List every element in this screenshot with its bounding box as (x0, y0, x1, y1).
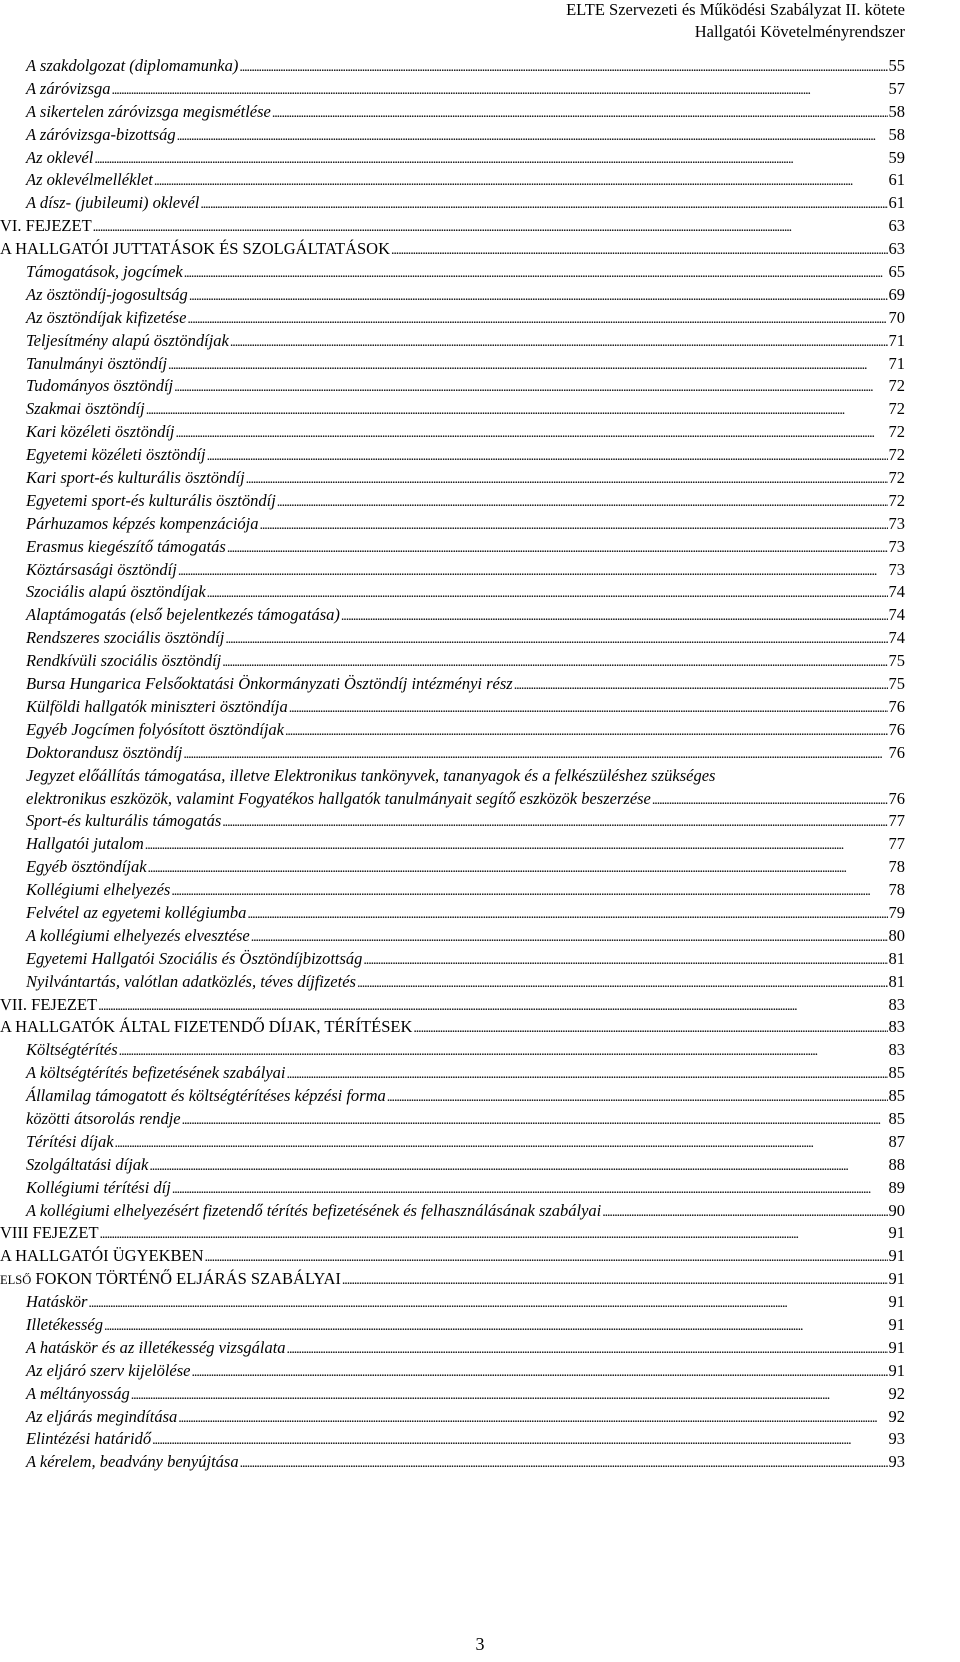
toc-page-number: 93 (888, 1429, 905, 1449)
toc-entry-title: Államilag támogatott és költségtérítéses képzési forma (26, 1086, 386, 1106)
toc-entry-title: Egyetemi Hallgatói Szociális és Ösztöndíjbizottság (26, 948, 363, 968)
toc-entry-title: Egyéb Jogcímen folyósított ösztöndíjak (26, 719, 284, 739)
toc-page-number: 71 (888, 353, 905, 373)
toc-page-number: 72 (888, 468, 905, 488)
toc-dot-leader (183, 742, 887, 767)
toc-entry-title: Erasmus kiegészítő támogatás (26, 536, 226, 556)
toc-page-number: 72 (888, 422, 905, 442)
toc-dot-leader (222, 810, 887, 835)
toc-page-number: 61 (888, 193, 905, 213)
toc-page-number: 93 (888, 1452, 905, 1472)
toc-section-entry[interactable] (0, 948, 905, 971)
toc-entry-title: Kari sport-és kulturális ösztöndíj (26, 468, 245, 488)
toc-entry-title: Az oklevél (26, 147, 94, 167)
toc-section-entry[interactable] (0, 1314, 905, 1337)
toc-section-entry[interactable] (0, 330, 905, 353)
toc-page-number: 92 (888, 1406, 905, 1426)
toc-page-number: 77 (888, 834, 905, 854)
toc-dot-leader (88, 1291, 887, 1316)
toc-dot-leader (182, 1108, 888, 1133)
toc-section-entry[interactable] (0, 513, 905, 536)
toc-page-number: 76 (888, 742, 905, 762)
toc-page-number: 72 (888, 399, 905, 419)
toc-section-entry[interactable] (0, 261, 905, 284)
toc-section-entry[interactable] (0, 1177, 905, 1200)
toc-page-number: 74 (888, 605, 905, 625)
toc-dot-leader (363, 948, 887, 973)
toc-entry-title: Térítési díjak (26, 1131, 114, 1151)
toc-entry-title: Egyéb ösztöndíjak (26, 857, 147, 877)
toc-entry-title: Szociális alapú ösztöndíjak (26, 582, 206, 602)
toc-chapter-entry[interactable] (0, 238, 905, 261)
toc-entry-title: A HALLGATÓK ÁLTAL FIZETENDŐ DÍJAK, TÉRÍTÉSEK (0, 1017, 413, 1037)
page-number: 3 (475, 1634, 485, 1654)
toc-entry-title: Felvétel az egyetemi kollégiumba (26, 902, 247, 922)
toc-dot-leader (287, 1337, 888, 1362)
toc-page-number: 63 (888, 216, 905, 236)
toc-page-number: 63 (888, 239, 905, 259)
toc-page-number: 90 (888, 1200, 905, 1220)
toc-dot-leader (112, 78, 888, 103)
toc-dot-leader (98, 994, 887, 1019)
toc-page-number: 83 (888, 1017, 905, 1037)
toc-section-entry[interactable] (0, 673, 905, 696)
toc-dot-leader (227, 536, 888, 561)
toc-entry-title (0, 1268, 341, 1292)
toc-entry-title: A HALLGATÓI JUTTATÁSOK ÉS SZOLGÁLTATÁSOK (0, 239, 390, 259)
toc-entry-wrapped-line: Jegyzet előállítás támogatása, illetve Elektronikus tankönyvek, tananyagok és a felkészüléshez szükséges (26, 765, 716, 785)
toc-entry-title: Illetékesség (26, 1314, 103, 1334)
toc-page-number: 83 (888, 1040, 905, 1060)
toc-dot-leader (272, 101, 888, 126)
toc-dot-leader (240, 1451, 888, 1476)
toc-entry-title: Az ösztöndíjak kifizetése (26, 307, 187, 327)
toc-page-number: 80 (888, 925, 905, 945)
toc-entry-title: A szakdolgozat (diplomamunka) (26, 56, 239, 75)
toc-chapter-entry[interactable] (0, 1222, 905, 1245)
toc-dot-leader (204, 1245, 887, 1270)
toc-dot-leader (260, 513, 888, 538)
toc-page-number: 73 (888, 513, 905, 533)
toc-entry-title: Hallgatói jutalom (26, 834, 144, 854)
toc-entry-title: A HALLGATÓI ÜGYEKBEN (0, 1246, 204, 1266)
toc-page-number: 81 (888, 971, 905, 991)
toc-section-entry[interactable] (0, 1451, 905, 1474)
toc-entry-title: A kollégiumi elhelyezés elvesztése (26, 925, 250, 945)
toc-page-number: 79 (888, 902, 905, 922)
toc-dot-leader (387, 1085, 888, 1110)
toc-dot-leader (225, 627, 887, 652)
toc-page-number: 59 (888, 147, 905, 167)
toc-page-number: 81 (888, 948, 905, 968)
toc-section-entry[interactable] (0, 1062, 905, 1085)
toc-section-entry[interactable] (0, 78, 905, 101)
toc-section-entry[interactable] (0, 1383, 905, 1406)
toc-entry-title: Az oklevélmelléklet (26, 170, 153, 190)
toc-dot-leader (149, 1154, 887, 1179)
toc-section-entry[interactable] (0, 650, 905, 673)
toc-entry-title: Alaptámogatás (első bejelentkezés támogatása) (26, 605, 340, 625)
toc-section-entry[interactable] (0, 124, 905, 147)
toc-dot-leader (277, 490, 888, 515)
toc-dot-leader (200, 192, 887, 217)
toc-entry-title: Külföldi hallgatók miniszteri ösztöndíja (26, 696, 288, 716)
toc-dot-leader (342, 1268, 888, 1293)
toc-page-number: 76 (888, 788, 905, 808)
toc-dot-leader (285, 719, 888, 744)
toc-dot-leader (172, 1177, 888, 1202)
toc-page-number: 72 (888, 376, 905, 396)
toc-section-entry[interactable] (0, 490, 905, 513)
toc-section-entry[interactable] (0, 536, 905, 559)
toc-dot-leader (239, 55, 887, 80)
toc-dot-leader (247, 902, 887, 927)
toc-section-entry[interactable] (0, 925, 905, 948)
toc-section-entry[interactable] (0, 147, 905, 170)
toc-section-entry[interactable] (0, 696, 905, 719)
toc-dot-leader (602, 1200, 887, 1225)
toc-entry-title: Szolgáltatási díjak (26, 1154, 149, 1174)
toc-section-entry[interactable] (0, 604, 905, 627)
toc-chapter-entry[interactable] (0, 994, 905, 1017)
toc-page-number: 92 (888, 1383, 905, 1403)
toc-page-number: 74 (888, 582, 905, 602)
toc-section-entry[interactable] (0, 169, 905, 192)
toc-section-entry[interactable] (0, 559, 905, 582)
toc-entry-title: Egyetemi közéleti ösztöndíj (26, 445, 206, 465)
toc-dot-leader (168, 353, 887, 378)
toc-dot-leader (341, 604, 888, 629)
toc-section-entry[interactable] (0, 1428, 905, 1451)
toc-entry-title: elektronikus eszközök, valamint Fogyatékos hallgatók tanulmányait segítő eszközök beszerzése (26, 788, 651, 808)
toc-dot-leader (413, 1016, 887, 1041)
toc-entry-title: A kollégiumi elhelyezésért fizetendő térítés befizetésének és felhasználásának szabályai (26, 1200, 602, 1220)
toc-entry-title: Bursa Hungarica Felsőoktatási Önkormányzati Ösztöndíj intézményi rész (26, 674, 513, 694)
toc-section-entry[interactable] (0, 467, 905, 490)
toc-section-entry[interactable] (0, 719, 905, 742)
toc-dot-leader (93, 215, 888, 240)
toc-dot-leader (178, 1406, 887, 1431)
toc-entry-title: A kérelem, beadvány benyújtása (26, 1452, 239, 1472)
toc-section-entry[interactable] (0, 1360, 905, 1383)
toc-dot-leader (154, 169, 888, 194)
toc-dot-leader (145, 833, 888, 858)
toc-page-number: 58 (888, 124, 905, 144)
toc-page-number: 61 (888, 170, 905, 190)
toc-entry-title: Elintézési határidő (26, 1429, 152, 1449)
toc-section-entry[interactable] (0, 627, 905, 650)
toc-dot-leader (192, 1360, 888, 1385)
toc-section-entry[interactable] (0, 1406, 905, 1429)
toc-entry-title: A költségtérítés befizetésének szabályai (26, 1063, 286, 1083)
toc-section-entry[interactable] (0, 1200, 905, 1223)
table-of-contents (0, 55, 905, 1474)
toc-entry-title: Sport-és kulturális támogatás (26, 811, 222, 831)
toc-dot-leader (115, 1131, 888, 1156)
toc-dot-leader (146, 398, 888, 423)
toc-page-number: 78 (888, 857, 905, 877)
toc-dot-leader (148, 856, 888, 881)
header-line-1: ELTE Szervezeti és Működési Szabályzat II. kötete (566, 0, 905, 19)
toc-entry-title: közötti átsorolás rendje (26, 1108, 181, 1128)
toc-entry-title: Köztársasági ösztöndíj (26, 559, 177, 579)
toc-dot-leader (187, 307, 887, 332)
toc-entry-title: Az eljáró szerv kijelölése (26, 1360, 191, 1380)
toc-entry-title: A hatáskör és az illetékesség vizsgálata (26, 1337, 286, 1357)
toc-section-entry[interactable] (0, 101, 905, 124)
toc-section-entry[interactable] (0, 192, 905, 215)
toc-section-entry[interactable] (0, 1291, 905, 1314)
toc-page-number: 76 (888, 719, 905, 739)
toc-section-entry[interactable] (0, 971, 905, 994)
toc-section-entry[interactable] (0, 1154, 905, 1177)
toc-page-number: 74 (888, 628, 905, 648)
toc-dot-leader (251, 925, 888, 950)
toc-section-entry[interactable] (0, 1337, 905, 1360)
toc-dot-leader (131, 1383, 888, 1408)
toc-dot-leader (174, 375, 887, 400)
toc-entry-title: Az eljárás megindítása (26, 1406, 178, 1426)
toc-section-entry[interactable] (0, 307, 905, 330)
toc-page-number: 72 (888, 445, 905, 465)
toc-dot-leader (287, 1062, 888, 1087)
toc-page-number: 87 (888, 1131, 905, 1151)
toc-page-number: 91 (888, 1337, 905, 1357)
toc-entry-title: Teljesítmény alapú ösztöndíjak (26, 330, 229, 350)
toc-dot-leader (514, 673, 888, 698)
toc-dot-leader (119, 1039, 888, 1064)
toc-chapter-entry[interactable] (0, 1268, 905, 1291)
toc-section-entry[interactable] (0, 581, 905, 604)
toc-section-entry[interactable] (0, 856, 905, 879)
toc-page-number: 78 (888, 880, 905, 900)
toc-entry-title: Rendszeres szociális ösztöndíj (26, 628, 225, 648)
toc-entry-title: Doktorandusz ösztöndíj (26, 742, 183, 762)
toc-chapter-entry[interactable] (0, 1245, 905, 1268)
toc-entry-title: VII. FEJEZET (0, 994, 98, 1014)
toc-page-number: 70 (888, 307, 905, 327)
toc-section-entry[interactable] (0, 742, 905, 765)
toc-dot-leader (189, 284, 888, 309)
toc-entry-title: Rendkívüli szociális ösztöndíj (26, 651, 222, 671)
toc-page-number: 75 (888, 651, 905, 671)
toc-entry-title: VI. FEJEZET (0, 216, 92, 236)
toc-dot-leader (207, 444, 888, 469)
toc-entry-title: Kari közéleti ösztöndíj (26, 422, 175, 442)
toc-page-number: 57 (888, 78, 905, 98)
toc-dot-leader (104, 1314, 888, 1339)
toc-page-number: 91 (888, 1292, 905, 1312)
toc-dot-leader (222, 650, 887, 675)
running-header (566, 0, 905, 43)
toc-entry-title: Egyetemi sport-és kulturális ösztöndíj (26, 490, 276, 510)
toc-section-entry[interactable] (0, 902, 905, 925)
toc-page-number: 76 (888, 696, 905, 716)
toc-entry-title: Kollégiumi térítési díj (26, 1177, 171, 1197)
toc-section-entry[interactable] (0, 1108, 905, 1131)
toc-page-number: 65 (888, 262, 905, 282)
toc-section-entry[interactable] (0, 1039, 905, 1062)
toc-entry-title: A méltányosság (26, 1383, 130, 1403)
toc-page-number: 72 (888, 490, 905, 510)
toc-section-entry[interactable] (0, 421, 905, 444)
toc-page-number: 58 (888, 101, 905, 121)
toc-page-number: 91 (888, 1246, 905, 1266)
toc-dot-leader (94, 147, 887, 172)
toc-section-entry[interactable] (0, 55, 905, 78)
toc-entry-title: Tanulmányi ösztöndíj (26, 353, 168, 373)
toc-section-entry[interactable] (0, 879, 905, 902)
toc-entry-title: A sikertelen záróvizsga megismétlése (26, 101, 271, 121)
toc-entry-title: A záróvizsga (26, 78, 111, 98)
toc-entry-title: Párhuzamos képzés kompenzációja (26, 513, 259, 533)
toc-page-number: 73 (888, 559, 905, 579)
toc-entry-title-prefix: ELSŐ (0, 1273, 32, 1288)
toc-dot-leader (391, 238, 888, 263)
toc-dot-leader (171, 879, 887, 904)
toc-page-number: 85 (888, 1063, 905, 1083)
toc-section-entry[interactable] (0, 810, 905, 833)
toc-entry-title-rest: FOKON TÖRTÉNŐ ELJÁRÁS SZABÁLYAI (31, 1269, 341, 1289)
toc-page-number: 91 (888, 1223, 905, 1243)
toc-entry-title: A dísz- (jubileumi) oklevél (26, 193, 200, 213)
toc-section-entry[interactable] (0, 375, 905, 398)
toc-page-number: 89 (888, 1177, 905, 1197)
toc-section-entry[interactable] (0, 353, 905, 376)
toc-entry-title: Támogatások, jogcímek (26, 262, 183, 282)
toc-section-entry[interactable] (0, 284, 905, 307)
toc-chapter-entry[interactable] (0, 1016, 905, 1039)
toc-page-number: 88 (888, 1154, 905, 1174)
toc-page-number: 75 (888, 674, 905, 694)
toc-entry-title: Szakmai ösztöndíj (26, 399, 145, 419)
toc-entry-title: Tudományos ösztöndíj (26, 376, 174, 396)
toc-entry-title: Költségtérítés (26, 1040, 118, 1060)
toc-dot-leader (176, 421, 888, 446)
toc-page-number: 69 (888, 284, 905, 304)
toc-section-entry[interactable] (0, 1085, 905, 1108)
toc-dot-leader (184, 261, 888, 286)
toc-page-number: 91 (888, 1314, 905, 1334)
toc-page-number: 71 (888, 330, 905, 350)
toc-dot-leader (207, 581, 888, 606)
toc-section-entry[interactable] (0, 1131, 905, 1154)
toc-page-number: 91 (888, 1269, 905, 1289)
toc-entry-title: Nyilvántartás, valótlan adatközlés, téves díjfizetés (26, 971, 356, 991)
toc-page-number: 77 (888, 811, 905, 831)
toc-section-entry[interactable] (0, 833, 905, 856)
toc-entry-title: A záróvizsga-bizottság (26, 124, 176, 144)
toc-page-number: 85 (888, 1086, 905, 1106)
toc-dot-leader (152, 1428, 887, 1453)
toc-section-entry[interactable] (0, 398, 905, 421)
toc-page-number: 55 (888, 56, 905, 75)
toc-entry-title: Hatáskör (26, 1292, 88, 1312)
toc-section-entry[interactable] (0, 444, 905, 467)
toc-dot-leader (652, 788, 888, 813)
toc-page-number: 73 (888, 536, 905, 556)
toc-page-number: 91 (888, 1360, 905, 1380)
toc-dot-leader (246, 467, 888, 492)
toc-page-number: 83 (888, 994, 905, 1014)
toc-dot-leader (177, 124, 888, 149)
toc-page-number: 85 (888, 1108, 905, 1128)
toc-dot-leader (178, 559, 888, 584)
toc-dot-leader (230, 330, 888, 355)
toc-dot-leader (357, 971, 888, 996)
toc-section-entry[interactable] (0, 788, 905, 811)
toc-entry-title: VIII FEJEZET (0, 1223, 99, 1243)
toc-dot-leader (100, 1222, 888, 1247)
toc-entry-title: Kollégiumi elhelyezés (26, 880, 171, 900)
header-line-2: Hallgatói Követelményrendszer (694, 22, 905, 41)
toc-entry-title: Az ösztöndíj-jogosultság (26, 284, 188, 304)
toc-dot-leader (289, 696, 888, 721)
toc-chapter-entry[interactable] (0, 215, 905, 238)
